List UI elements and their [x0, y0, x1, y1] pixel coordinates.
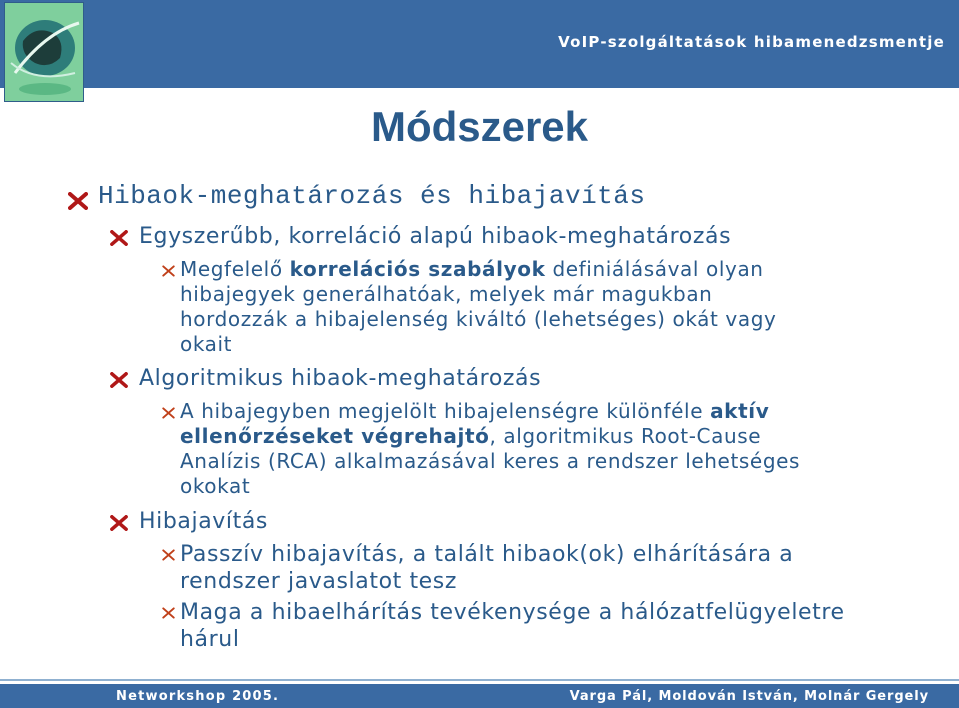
bullet-level2: Hibajavítás: [139, 509, 268, 534]
text-run: , algoritmikus Root-Cause: [489, 424, 762, 448]
text-run: definiálásával olyan: [545, 257, 764, 281]
header-title: VoIP-szolgáltatások hibamenedzsmentje: [558, 33, 945, 51]
bold-text-run: aktív: [710, 399, 770, 423]
text-line: hárul: [180, 627, 240, 652]
slide-title: Módszerek: [370, 103, 589, 150]
bullet-level2: Algoritmikus hibaok-meghatározás: [139, 366, 542, 391]
text-line: okait: [180, 332, 233, 356]
text-line: okokat: [180, 474, 251, 498]
bullet-level3: [180, 541, 793, 595]
text-line: Passzív hibajavítás, a talált hibaok(ok) elhárítására a: [180, 542, 794, 567]
text-line: Maga a hibaelhárítás tevékenysége a hálózatfelügyeletre: [180, 600, 845, 625]
bullet-level3: [180, 257, 776, 357]
bullet-level3: [180, 599, 845, 653]
bold-text-run: korrelációs szabályok: [289, 257, 546, 281]
text-line: hibajegyek generálhatóak, melyek már magukban: [180, 282, 713, 306]
bullet-level1: Hibaok-meghatározás és hibajavítás: [98, 181, 646, 211]
text-line: hordozzák a hibajelenség kiváltó (lehetséges) okát vagy: [180, 307, 777, 331]
bullet-level3: [180, 399, 800, 499]
footer-authors: Varga Pál, Moldován István, Molnár Gergely: [569, 689, 929, 704]
text-line: rendszer javaslatot tesz: [180, 569, 458, 594]
text-line: Analízis (RCA) alkalmazásával keres a rendszer lehetséges: [180, 449, 801, 473]
x-bullet-icon: [162, 549, 175, 561]
x-bullet-icon: [68, 192, 88, 210]
x-bullet-icon: [110, 372, 128, 388]
x-bullet-icon: [162, 607, 175, 619]
bold-text-run: ellenőrzéseket végrehajtó: [180, 424, 490, 448]
footer-event: Networkshop 2005.: [116, 689, 280, 704]
text-run: A hibajegyben megjelölt hibajelenségre különféle: [180, 399, 711, 423]
x-bullet-icon: [110, 230, 128, 246]
x-bullet-icon: [162, 407, 175, 419]
text-run: Megfelelő: [180, 257, 290, 281]
footer-divider: [0, 679, 959, 681]
bullet-level2: Egyszerűbb, korreláció alapú hibaok-meghatározás: [139, 224, 732, 249]
x-bullet-icon: [110, 515, 128, 531]
x-bullet-icon: [162, 265, 175, 277]
